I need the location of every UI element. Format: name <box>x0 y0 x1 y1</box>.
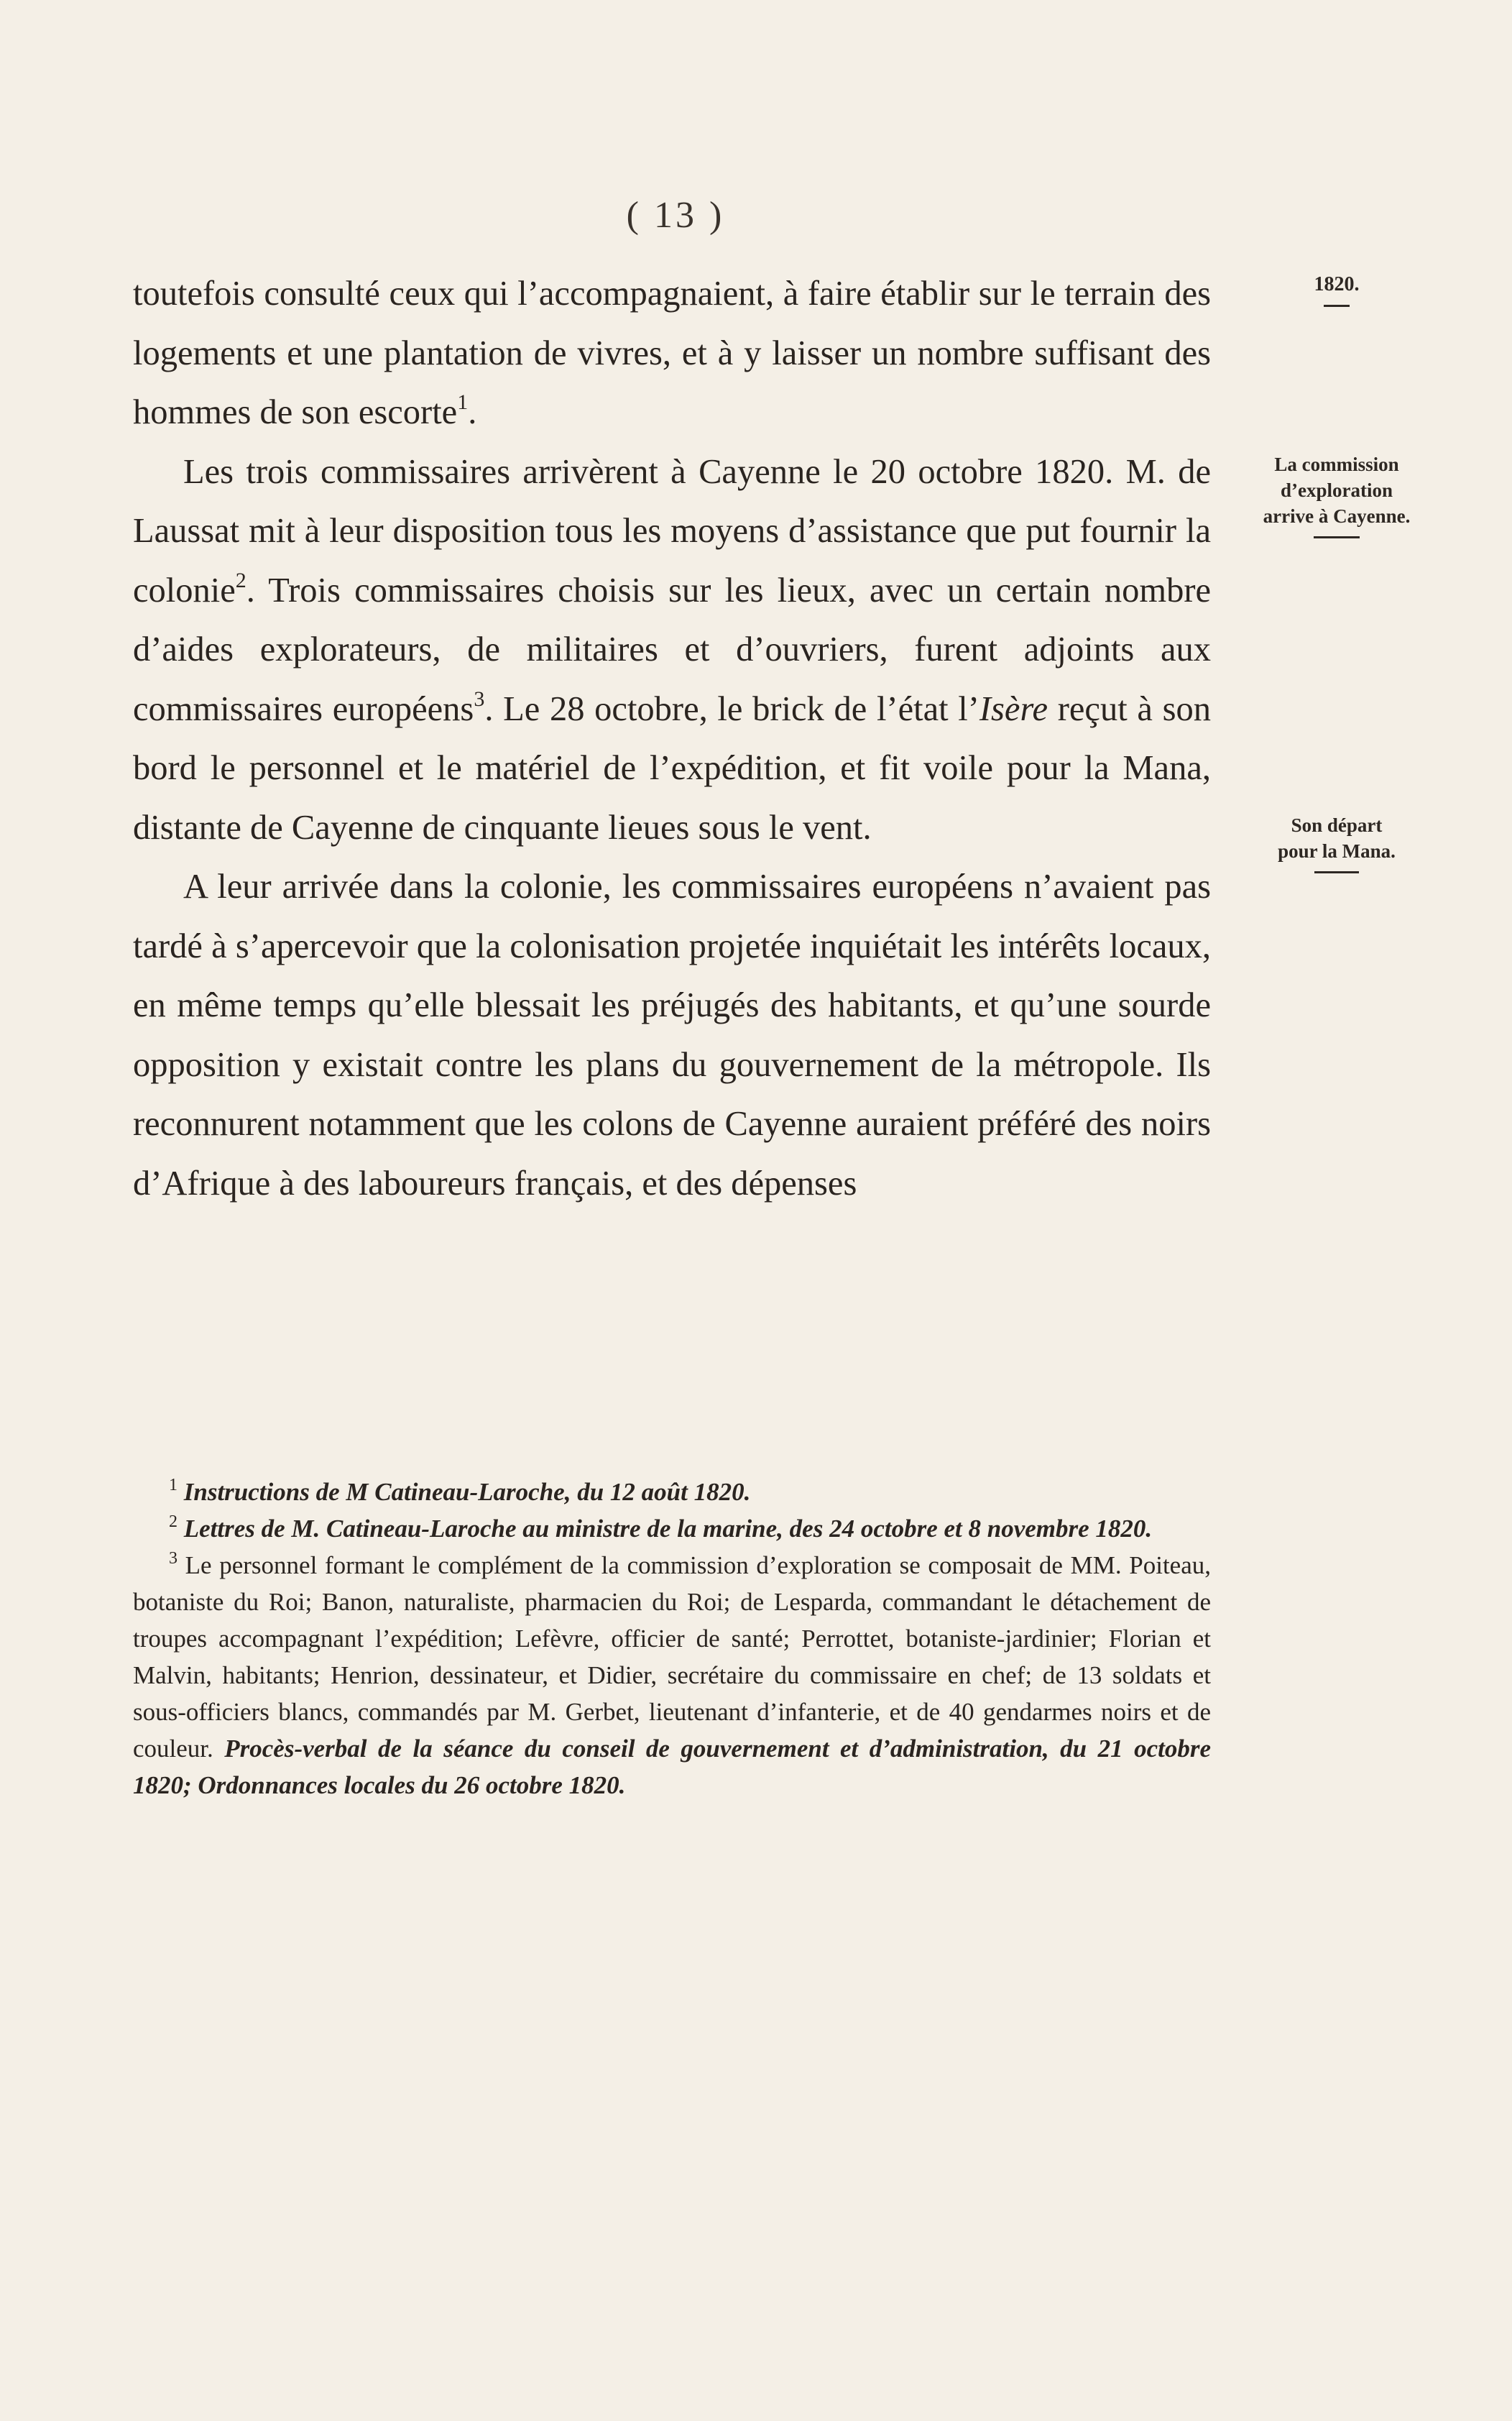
margin-note-depart <box>1229 812 1444 873</box>
footnotes <box>133 1474 1211 1804</box>
margin-rule <box>1314 536 1360 538</box>
margin-commission-line-2: d’exploration <box>1280 479 1393 501</box>
margin-rule <box>1314 871 1359 873</box>
footnote-1-number: 1 <box>169 1476 178 1494</box>
margin-note-year <box>1229 272 1444 307</box>
footnote-3 <box>133 1547 1211 1804</box>
paragraph-1-end: . <box>468 393 477 431</box>
main-text <box>133 265 1211 1213</box>
footnote-2 <box>133 1510 1211 1547</box>
footnote-1 <box>133 1474 1211 1510</box>
paragraph-2-text-d: reçut à son bord le personnel et le matériel de l’expédition, et fit voile pour la Mana, distante de Cayenne de cinquante lieues sous le vent. <box>133 689 1211 847</box>
paragraph-2-text-b: . Trois commissaires choisis sur les lieux, avec un certain nombre d’aides explorateurs, de militaires et d’ouvriers, furent adjoints aux commissaires européens <box>133 571 1211 728</box>
margin-depart-line-2: pour la Mana. <box>1278 840 1396 862</box>
margin-note-commission <box>1229 451 1444 538</box>
margin-rule <box>1324 305 1350 307</box>
footnote-2-text: Lettres de M. Catineau-Laroche au ministre de la marine, des 24 octobre et 8 novembre 1820. <box>183 1515 1153 1543</box>
page-number: ( 13 ) <box>626 195 725 236</box>
footnote-ref-1: 1 <box>457 390 469 414</box>
paragraph-2 <box>133 443 1211 858</box>
paragraph-1-text: toutefois consulté ceux qui l’accompagnaient, à faire établir sur le terrain des logements et une plantation de vivres, et à y laisser un nombre suffisant des hommes de son escorte <box>133 275 1211 431</box>
footnote-3-source: Procès-verbal de la séance du conseil de gouvernement et d’administration, du 21 octobre 1820; Ordonnances locales du 26 octobre 1820. <box>133 1735 1211 1799</box>
paragraph-1 <box>133 265 1211 443</box>
footnote-3-number: 3 <box>169 1549 178 1568</box>
paragraph-2-text-c: . Le 28 octobre, le brick de l’état l’ <box>484 689 979 728</box>
margin-commission-line-1: La commission <box>1274 454 1399 475</box>
footnote-ref-3: 3 <box>474 686 485 711</box>
paragraph-2-text-a: Les trois commissaires arrivèrent à Cayenne le 20 octobre 1820. M. de Laussat mit à leur disposition tous les moyens d’assistance que put fournir la colonie <box>133 452 1211 610</box>
footnote-1-text: Instructions de M Catineau-Laroche, du 12 août 1820. <box>183 1478 751 1506</box>
margin-year-text: 1820. <box>1314 273 1360 295</box>
paragraph-3: A leur arrivée dans la colonie, les commissaires européens n’avaient pas tardé à s’apercevoir que la colonisation projetée inquiétait les intérêts locaux, en même temps qu’elle blessait les préjugés des habitants, et qu’une sourde opposition y existait contre les plans du gouvernement de la métropole. Ils reconnurent notamment que les colons de Cayenne auraient préféré des noirs d’Afrique à des laboureurs français, et des dépenses <box>133 868 1211 1203</box>
footnote-2-number: 2 <box>169 1512 178 1531</box>
footnote-ref-2: 2 <box>235 568 246 592</box>
ship-name: Isère <box>979 689 1048 728</box>
margin-commission-line-3: arrive à Cayenne. <box>1263 505 1411 527</box>
margin-depart-line-1: Son départ <box>1291 814 1383 836</box>
footnote-3-text: Le personnel formant le complément de la commission d’exploration se composait de MM. Poiteau, botaniste du Roi; Banon, naturaliste, pharmacien du Roi; de Lesparda, commandant le détachement de troupes accompagnant l’expédition; Lefèvre, officier de santé; Perrottet, botaniste-jardinier; Florian et Malvin, habitants; Henrion, dessinateur, et Didier, secrétaire du commissaire en chef; de 13 soldats et sous-officiers blancs, commandés par M. Gerbet, lieutenant d’infanterie, et de 40 gendarmes noirs et de couleur. <box>133 1551 1211 1763</box>
